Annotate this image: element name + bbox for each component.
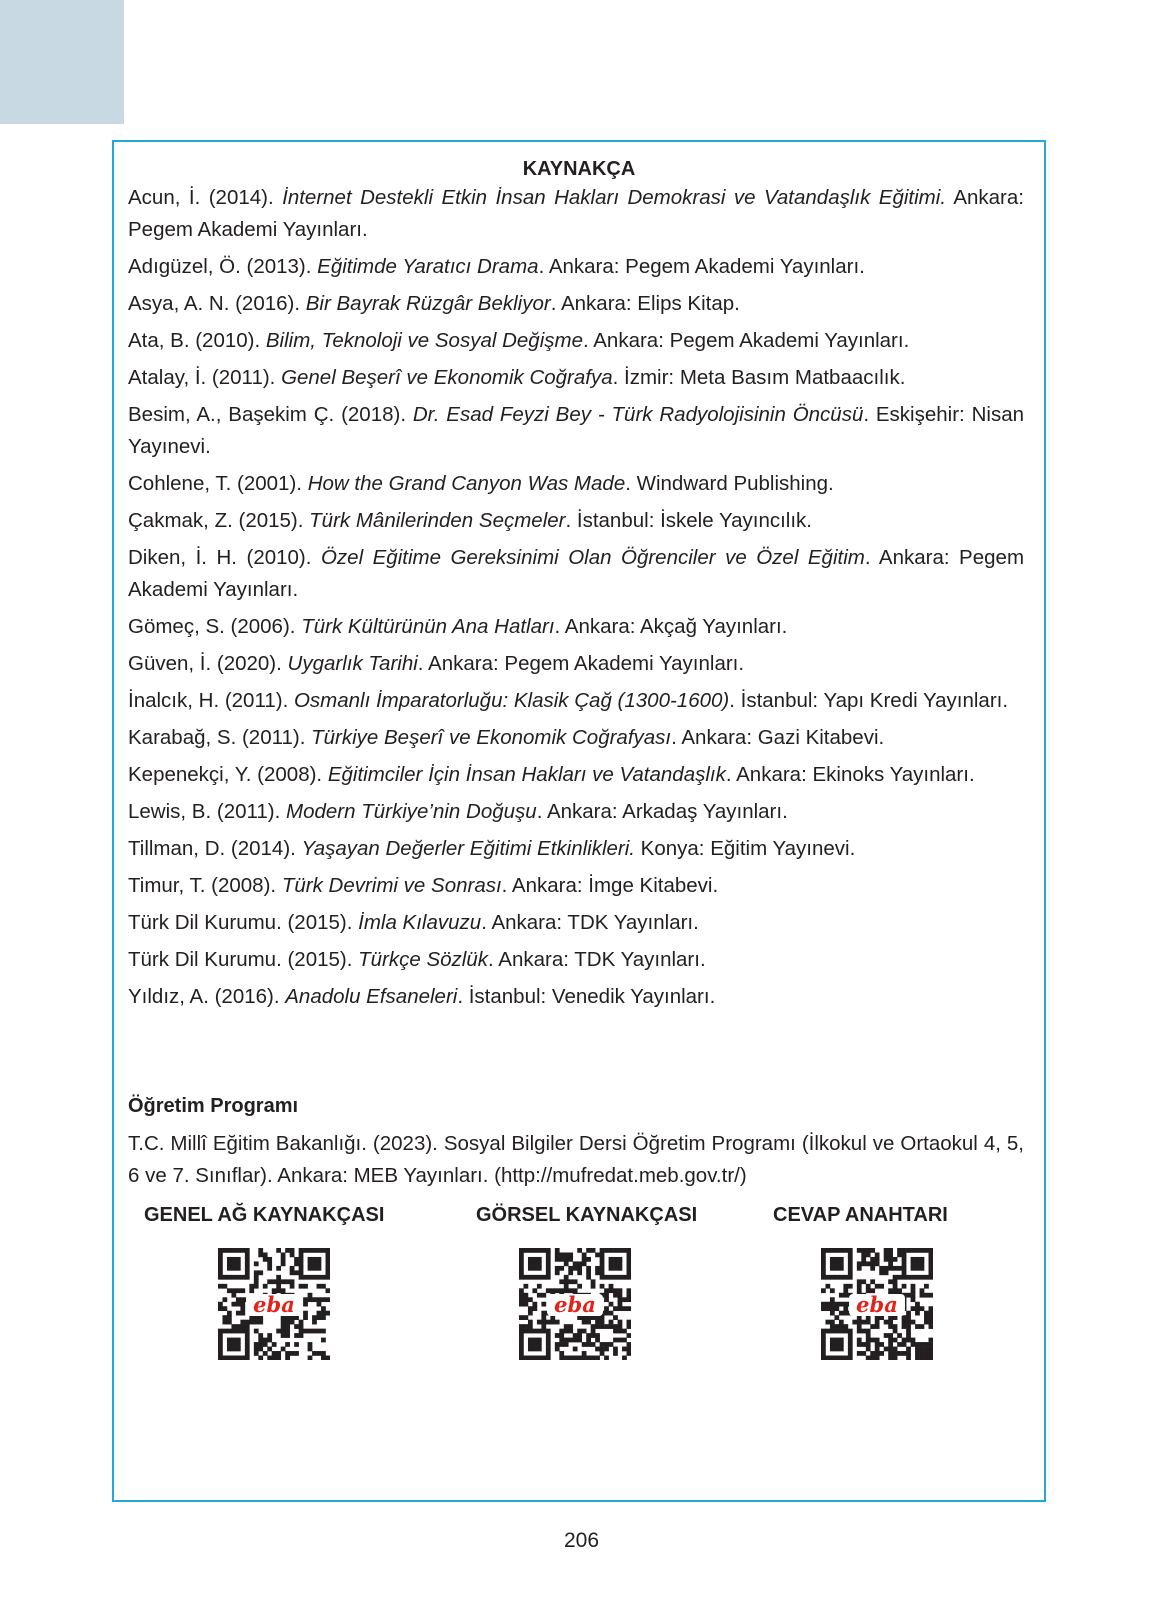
qr-code-image-references[interactable] bbox=[519, 1248, 631, 1360]
reference-item: Lewis, B. (2011). Modern Türkiye’nin Doğuşu. Ankara: Arkadaş Yayınları. bbox=[128, 800, 788, 823]
eba-logo: eba bbox=[856, 1292, 898, 1317]
reference-item: Karabağ, S. (2011). Türkiye Beşerî ve Ekonomik Coğrafyası. Ankara: Gazi Kitabevi. bbox=[128, 726, 885, 749]
qr-label-answer-key: CEVAP ANAHTARI bbox=[773, 1204, 948, 1226]
reference-item: Türk Dil Kurumu. (2015). İmla Kılavuzu. Ankara: TDK Yayınları. bbox=[128, 911, 699, 934]
page-number: 206 bbox=[563, 1529, 600, 1552]
eba-logo: eba bbox=[253, 1292, 295, 1317]
qr-label-web-references: GENEL AĞ KAYNAKÇASI bbox=[144, 1204, 385, 1226]
bibliography-frame bbox=[112, 140, 1046, 1502]
reference-item: Atalay, İ. (2011). Genel Beşerî ve Ekonomik Coğrafya. İzmir: Meta Basım Matbaacılık. bbox=[128, 366, 906, 389]
reference-item: Acun, İ. (2014). İnternet Destekli Etkin İnsan Hakları Demokrasi ve Vatandaşlık Eğitimi. Ankara: Pegem Akademi Yayınları. bbox=[128, 186, 1024, 241]
reference-item: Ata, B. (2010). Bilim, Teknoloji ve Sosyal Değişme. Ankara: Pegem Akademi Yayınları. bbox=[128, 329, 910, 352]
curriculum-section bbox=[128, 1090, 1024, 1197]
reference-item: Türk Dil Kurumu. (2015). Türkçe Sözlük. Ankara: TDK Yayınları. bbox=[128, 948, 706, 971]
reference-item: Kepenekçi, Y. (2008). Eğitimciler İçin İnsan Hakları ve Vatandaşlık. Ankara: Ekinoks Yayınları. bbox=[128, 763, 975, 786]
qr-code-answer-key[interactable] bbox=[821, 1248, 933, 1360]
reference-item: Güven, İ. (2020). Uygarlık Tarihi. Ankara: Pegem Akademi Yayınları. bbox=[128, 652, 745, 675]
curriculum-reference: T.C. Millî Eğitim Bakanlığı. (2023). Sosyal Bilgiler Dersi Öğretim Programı (İlkokul ve Ortaokul 4, 5, 6 ve 7. Sınıflar). Ankara: MEB Yayınları. (http://mufredat.meb.gov.tr/) bbox=[128, 1132, 1024, 1187]
reference-item: Asya, A. N. (2016). Bir Bayrak Rüzgâr Bekliyor. Ankara: Elips Kitap. bbox=[128, 292, 740, 315]
reference-item: Cohlene, T. (2001). How the Grand Canyon Was Made. Windward Publishing. bbox=[128, 472, 834, 495]
corner-decoration bbox=[0, 0, 124, 124]
reference-item: İnalcık, H. (2011). Osmanlı İmparatorluğu: Klasik Çağ (1300-1600). İstanbul: Yapı Kredi Yayınları. bbox=[128, 689, 1009, 712]
reference-item: Timur, T. (2008). Türk Devrimi ve Sonrası. Ankara: İmge Kitabevi. bbox=[128, 874, 719, 897]
reference-item: Tillman, D. (2014). Yaşayan Değerler Eğitimi Etkinlikleri. Konya: Eğitim Yayınevi. bbox=[128, 837, 856, 860]
reference-item: Çakmak, Z. (2015). Türk Mânilerinden Seçmeler. İstanbul: İskele Yayıncılık. bbox=[128, 509, 813, 532]
curriculum-heading: Öğretim Programı bbox=[128, 1095, 299, 1117]
reference-item: Gömeç, S. (2006). Türk Kültürünün Ana Hatları. Ankara: Akçağ Yayınları. bbox=[128, 615, 788, 638]
reference-item: Adıgüzel, Ö. (2013). Eğitimde Yaratıcı Drama. Ankara: Pegem Akademi Yayınları. bbox=[128, 255, 865, 278]
reference-item: Yıldız, A. (2016). Anadolu Efsaneleri. İstanbul: Venedik Yayınları. bbox=[128, 985, 716, 1008]
page-title: KAYNAKÇA bbox=[522, 158, 636, 180]
reference-item: Diken, İ. H. (2010). Özel Eğitime Gereksinimi Olan Öğrenciler ve Özel Eğitim. Ankara: Pegem Akademi Yayınları. bbox=[128, 546, 1025, 601]
qr-label-image-references: GÖRSEL KAYNAKÇASI bbox=[476, 1204, 698, 1226]
reference-item: Besim, A., Başekim Ç. (2018). Dr. Esad Feyzi Bey - Türk Radyolojisinin Öncüsü. Eskişehir: Nisan Yayınevi. bbox=[128, 403, 1024, 458]
qr-code-web-references[interactable] bbox=[218, 1248, 330, 1360]
eba-logo: eba bbox=[554, 1292, 596, 1317]
reference-list bbox=[128, 182, 1024, 1018]
